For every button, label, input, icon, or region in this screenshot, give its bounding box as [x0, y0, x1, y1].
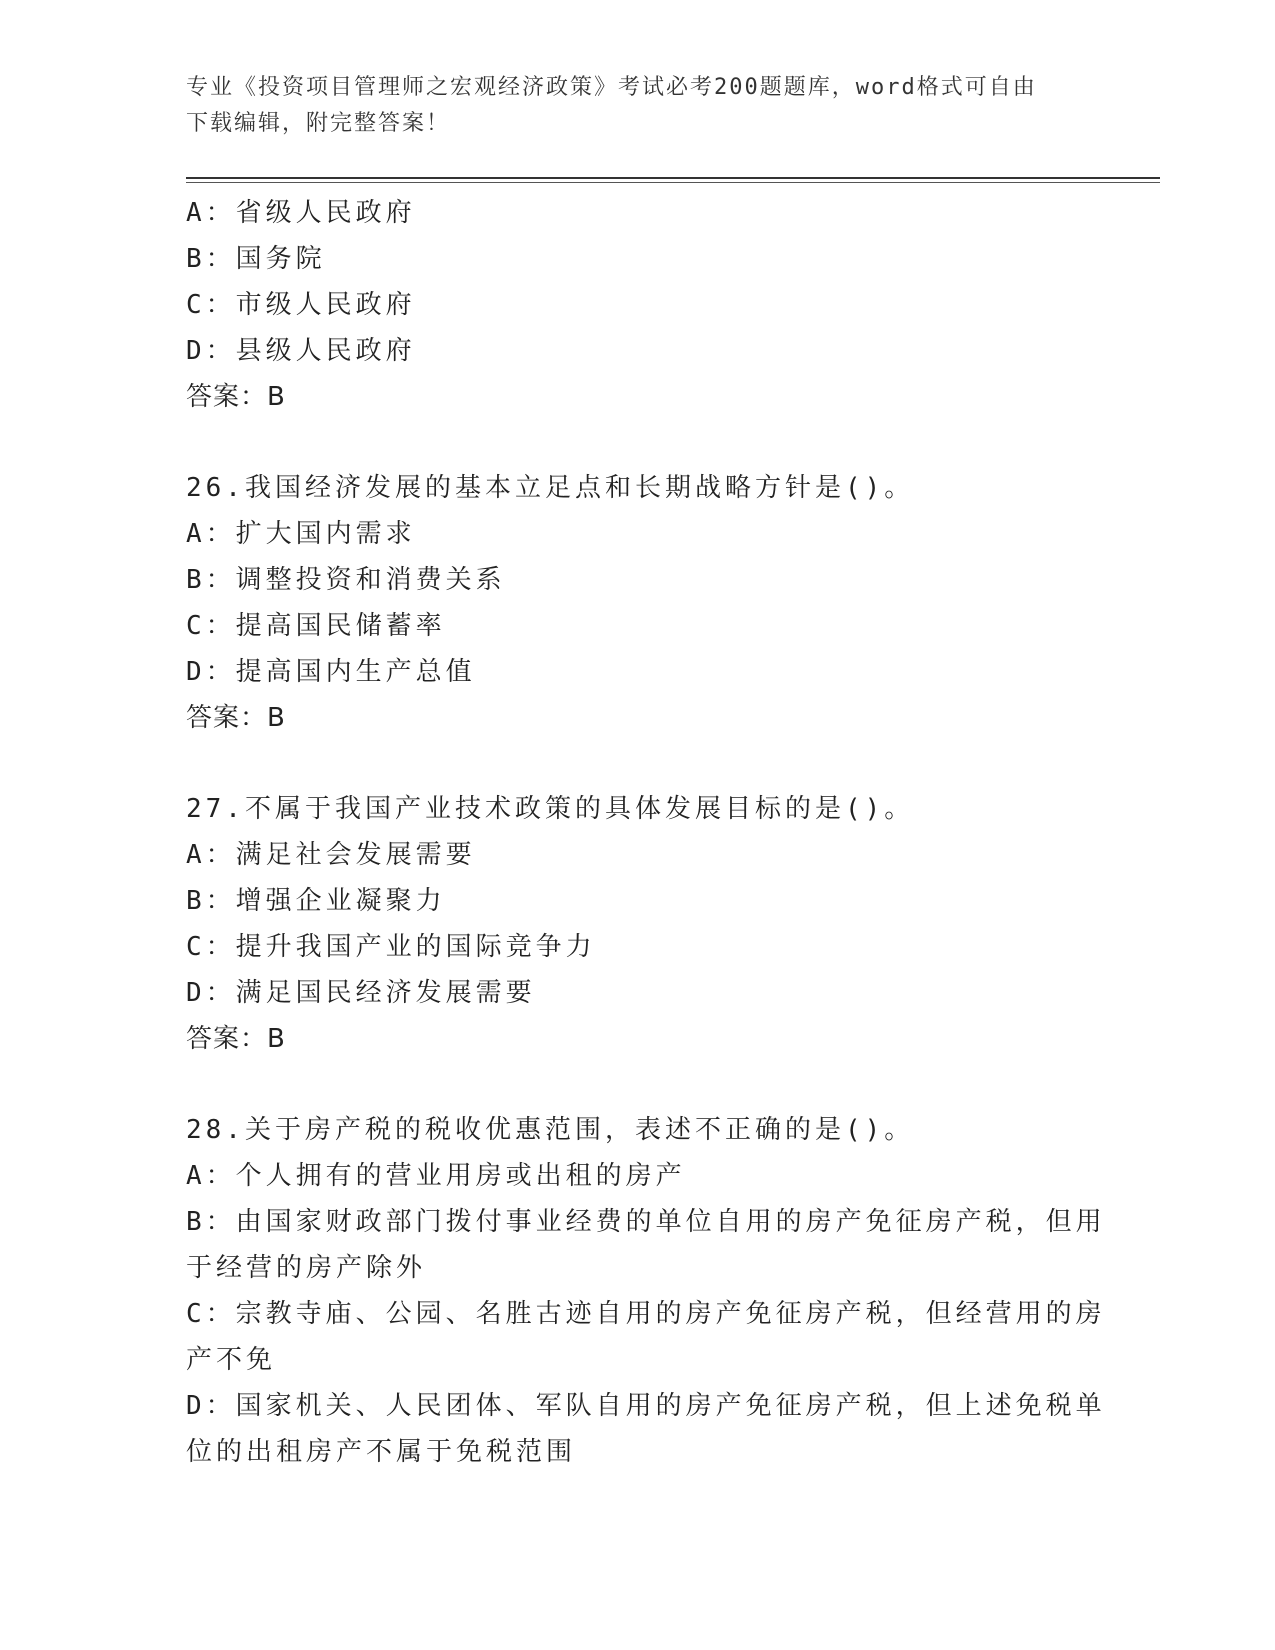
question-28 — [186, 1107, 1106, 1475]
option-a: A：满足社会发展需要 — [186, 840, 476, 870]
spacer — [186, 741, 1086, 786]
question-27 — [186, 786, 1086, 1062]
option-c-line-1: C：宗教寺庙、公园、名胜古迹自用的房产免征房产税，但经营用的房 — [186, 1299, 1106, 1329]
question-text: 27.不属于我国产业技术政策的具体发展目标的是()。 — [186, 794, 915, 824]
header-divider-thick — [186, 177, 1160, 179]
option-d: D：满足国民经济发展需要 — [186, 978, 536, 1008]
option-c: C：提高国民储蓄率 — [186, 611, 446, 641]
spacer — [186, 420, 1086, 465]
option-d: D：提高国内生产总值 — [186, 657, 476, 687]
header-line-2: 下载编辑，附完整答案！ — [186, 111, 451, 136]
answer-line: 答案：B — [186, 703, 286, 733]
question-text: 28.关于房产税的税收优惠范围，表述不正确的是()。 — [186, 1115, 915, 1145]
option-c: C：市级人民政府 — [186, 290, 416, 320]
option-b: B：增强企业凝聚力 — [186, 886, 446, 916]
option-b-line-1: B：由国家财政部门拨付事业经费的单位自用的房产免征房产税，但用 — [186, 1207, 1106, 1237]
option-c: C：提升我国产业的国际竞争力 — [186, 932, 596, 962]
header-divider-thin — [186, 182, 1160, 183]
spacer — [186, 1062, 1086, 1107]
answer-line: 答案：B — [186, 1024, 286, 1054]
option-d-line-1: D：国家机关、人民团体、军队自用的房产免征房产税，但上述免税单 — [186, 1391, 1106, 1421]
question-26 — [186, 465, 1086, 741]
option-c-line-2: 产不免 — [186, 1345, 277, 1375]
option-d-line-2: 位的出租房产不属于免税范围 — [186, 1437, 577, 1467]
answer-line: 答案：B — [186, 382, 286, 412]
header-line-1: 专业《投资项目管理师之宏观经济政策》考试必考200题题库，word格式可自由 — [186, 75, 1037, 100]
option-b: B：调整投资和消费关系 — [186, 565, 506, 595]
option-a: A：扩大国内需求 — [186, 519, 416, 549]
option-a: A：省级人民政府 — [186, 198, 416, 228]
question-text: 26.我国经济发展的基本立足点和长期战略方针是()。 — [186, 473, 915, 503]
option-b-line-2: 于经营的房产除外 — [186, 1253, 427, 1283]
option-a: A：个人拥有的营业用房或出租的房产 — [186, 1161, 686, 1191]
option-b: B：国务院 — [186, 244, 326, 274]
option-d: D：县级人民政府 — [186, 336, 416, 366]
question-25 — [186, 190, 1086, 420]
question-list — [186, 190, 1106, 1475]
document-header — [186, 70, 1066, 142]
